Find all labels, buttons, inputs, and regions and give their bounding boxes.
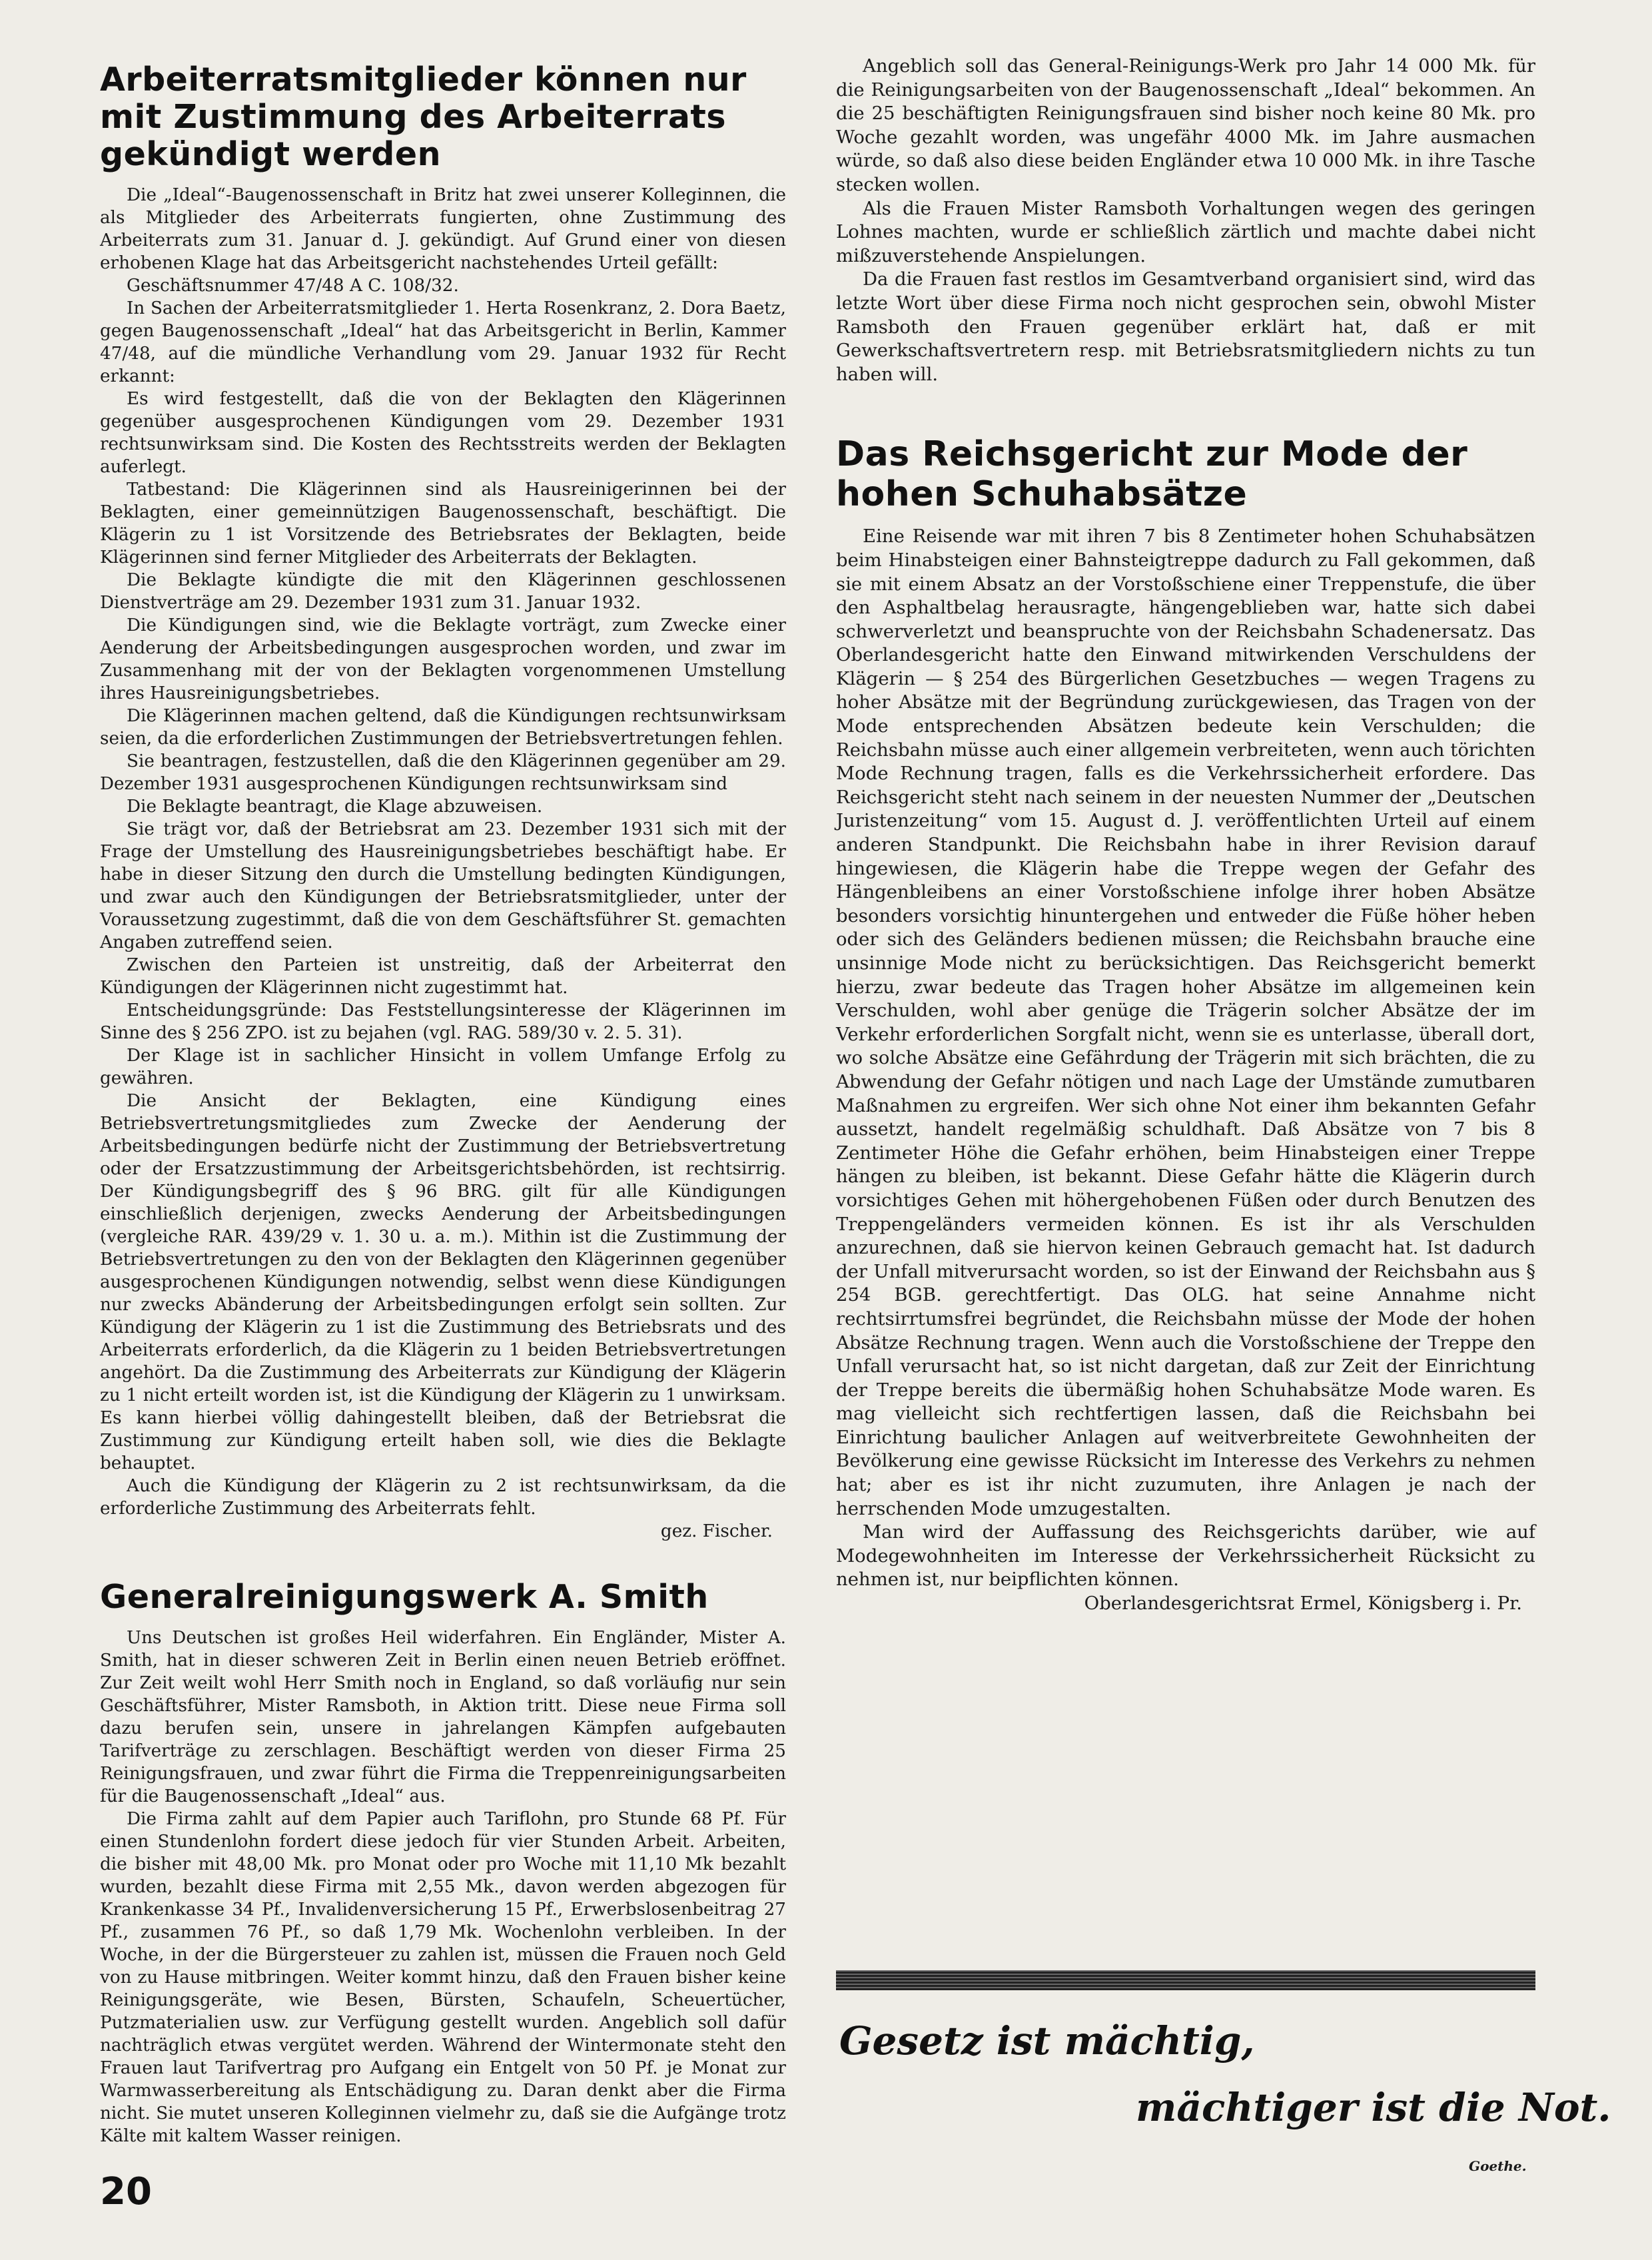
- article1-paragraph: Sie beantragen, festzustellen, daß die den Klägerinnen gegenüber am 29. Dezember 1931 ausgesprochenen Kündigungen rechtsunwirksam sind: [100, 751, 786, 794]
- separator-rule: [836, 1970, 1535, 1990]
- left-column: [100, 55, 786, 2147]
- article2-paragraph: Uns Deutschen ist großes Heil widerfahren. Ein Engländer, Mister A. Smith, hat in dieser schweren Zeit in Berlin einen neuen Betrieb eröffnet. Zur Zeit weilt wohl Herr Smith noch in England, so daß vorläufig nur sein Geschäftsführer, Mister Ramsboth, in Aktion tritt. Diese neue Firma soll dazu berufen sein, unsere in jahrelangen Kämpfen aufgebauten Tarifverträge zu zerschlagen. Beschäftigt werden von dieser Firma 25 Reinigungsfrauen, und zwar führt die Firma die Treppenreinigungsarbeiten für die Baugenossenschaft „Ideal“ aus.: [100, 1628, 786, 1806]
- article1-paragraph: Die Klägerinnen machen geltend, daß die Kündigungen rechtsunwirksam seien, da die erforderlichen Zustimmungen der Betriebsvertretungen fehlen.: [100, 706, 786, 749]
- quote-line-1: Gesetz ist mächtig,: [839, 2018, 1255, 2064]
- article1-body: [100, 184, 786, 1543]
- article1-paragraph: Entscheidungsgründe: Das Feststellungsinteresse der Klägerinnen im Sinne des § 256 ZPO. ist zu bejahen (vgl. RAG. 589/30 v. 2. 5. 31).: [100, 1000, 786, 1043]
- right-column: [836, 55, 1535, 1616]
- article1-paragraph: Sie trägt vor, daß der Betriebsrat am 23. Dezember 1931 sich mit der Frage der Umstellung des Hausreinigungsbetriebes beschäftigt habe. Er habe in dieser Sitzung den durch die Umstellung bedingten Kündigungen, und zwar auch den Kündigungen der Betriebsratsmitglieder, unter der Voraussetzung zugestimmt, daß die von dem Geschäftsführer St. gemachten Angaben zutreffend seien.: [100, 819, 786, 952]
- article1-paragraph: Die Beklagte kündigte die mit den Klägerinnen geschlossenen Dienstverträge am 29. Dezember 1931 zum 31. Januar 1932.: [100, 570, 786, 613]
- article2-paragraph: Angeblich soll das General-Reinigungs-Werk pro Jahr 14 000 Mk. für die Reinigungsarbeiten von der Baugenossenschaft „Ideal“ bekommen. An die 25 beschäftigten Reinigungsfrauen sind bisher noch keine 80 Mk. pro Woche gezahlt worden, was ungefähr 4000 Mk. im Jahre ausmachen würde, so daß also diese beiden Engländer etwa 10 000 Mk. in ihre Tasche stecken wollen.: [836, 55, 1535, 195]
- article1-paragraph: Der Klage ist in sachlicher Hinsicht in vollem Umfange Erfolg zu gewähren.: [100, 1046, 786, 1088]
- article2-paragraph: Die Firma zahlt auf dem Papier auch Tariflohn, pro Stunde 68 Pf. Für einen Stundenlohn fordert diese jedoch für vier Stunden Arbeit. Arbeiten, die bisher mit 48,00 Mk. pro Monat oder pro Woche mit 11,10 Mk bezahlt wurden, bezahlt diese Firma mit 2,55 Mk., davon werden abgezogen für Krankenkasse 34 Pf., Invalidenversicherung 15 Pf., Erwerbslosenbeitrag 27 Pf., zusammen 76 Pf., so daß 1,79 Mk. Wochenlohn verbleiben. In der Woche, in der die Bürgersteuer zu zahlen ist, müssen die Frauen noch Geld von zu Hause mitbringen. Weiter kommt hinzu, daß den Frauen bisher keine Reinigungsgeräte, wie Besen, Bürsten, Schaufeln, Scheuertücher, Putzmaterialien usw. zur Verfügung gestellt wurden. Angeblich soll dafür nachträglich etwas vergütet werden. Während der Wintermonate steht den Frauen laut Tarifvertrag pro Aufgang ein Entgelt von 50 Pf. je Monat zur Warmwasserbereitung als Entschädigung zu. Daran denkt aber die Firma nicht. Sie mutet unseren Kolleginnen vielmehr zu, daß sie die Aufgänge trotz Kälte mit kaltem Wasser reinigen.: [100, 1809, 786, 2146]
- article1-paragraph: Auch die Kündigung der Klägerin zu 2 ist rechtsunwirksam, da die erforderliche Zustimmung des Arbeiterrats fehlt.: [100, 1476, 786, 1519]
- article1-paragraph: Zwischen den Parteien ist unstreitig, daß der Arbeiterrat den Kündigungen der Klägerinnen nicht zugestimmt hat.: [100, 955, 786, 998]
- article2-paragraph: Als die Frauen Mister Ramsboth Vorhaltungen wegen des geringen Lohnes machten, wurde er schließlich zärtlich und machte dabei nicht mißzuverstehende Anspielungen.: [836, 197, 1535, 266]
- article2-title: Generalreinigungswerk A. Smith: [100, 1578, 709, 1616]
- article1-signature: gez. Fischer.: [660, 1521, 773, 1541]
- article1-paragraph: Geschäftsnummer 47/48 A C. 108/32.: [127, 276, 459, 296]
- article3-paragraph: Eine Reisende war mit ihren 7 bis 8 Zentimeter hohen Schuhabsätzen beim Hinabsteigen einer Bahnsteigtreppe dadurch zu Fall gekommen, daß sie mit einem Absatz an der Vorstoßschiene einer Treppenstufe, die über den Asphaltbelag herausragte, hängengeblieben war, hatte sich dabei schwerverletzt und beanspruchte von der Reichsbahn Schadenersatz. Das Oberlandesgericht hatte den Einwand mitwirkenden Verschuldens der Klägerin — § 254 des Bürgerlichen Gesetzbuches — wegen Tragens zu hoher Absätze mit der Begründung zurückgewiesen, das Tragen von der Mode entsprechenden Absätzen bedeute kein Verschulden; die Reichsbahn müsse auch einer allgemein verbreiteten, wenn auch törichten Mode Rechnung tragen, falls es die Verkehrssicherheit erfordere. Das Reichsgericht steht nach seinem in der neuesten Nummer der „Deutschen Juristenzeitung“ vom 15. August d. J. veröffentlichten Urteil auf einem anderen Standpunkt. Die Reichsbahn habe in ihrer Revision darauf hingewiesen, die Klägerin habe die Treppe wegen der Gefahr des Hängenbleibens an einer Vorstoßschiene infolge ihrer hoben Absätze besonders vorsichtig hinuntergehen und entweder die Füße höher heben oder sich des Geländers bedienen müssen; die Reichsbahn brauche eine unsinnige Mode nicht zu berücksichtigen. Das Reichsgericht bemerkt hierzu, zwar bedeute das Tragen hoher Absätze im allgemeinen kein Verschulden, wohl aber genüge die Trägerin solcher Absätze der im Verkehr erforderlichen Sorgfalt nicht, wenn sie es unterlasse, überall dort, wo solche Absätze eine Gefährdung der Trägerin mit sich brächten, die zu Abwendung der Gefahr nötigen und nach Lage der Umstände zumutbaren Maßnahmen zu ergreifen. Wer sich ohne Not einer ihm bekannten Gefahr aussetzt, handelt regelmäßig schuldhaft. Daß Absätze von 7 bis 8 Zentimeter Höhe die Gefahr erhöhen, beim Hinabsteigen einer Treppe hängen zu bleiben, ist bekannt. Diese Gefahr hätte die Klägerin durch vorsichtiges Gehen mit höhergehobenen Füßen oder durch Benutzen des Treppengeländers vermeiden können. Es ist ihr als Verschulden anzurechnen, daß sie hiervon keinen Gebrauch gemacht hat. Ist dadurch der Unfall mitverursacht worden, so ist der Einwand der Reichsbahn aus § 254 BGB. gerechtfertigt. Das OLG. hat seine Annahme nicht rechtsirrtumsfrei begründet, die Reichsbahn müsse der Mode der hohen Absätze Rechnung tragen. Wenn auch die Vorstoßschiene der Treppe den Unfall verursacht hat, so ist nicht dargetan, daß zur Zeit der Einrichtung der Treppe bereits die übermäßig hohen Schuhabsätze Mode waren. Es mag vielleicht sich rechtfertigen lassen, daß die Reichsbahn bei Einrichtung baulicher Anlagen auf weitverbreitete Gewohnheiten der Bevölkerung eine gewisse Rücksicht im Interesse des Verkehrs zu nehmen hat; aber es ist ihr nicht zuzumuten, ihre Anlagen je nach der herrschenden Mode umzugestalten.: [836, 526, 1535, 1519]
- article1-paragraph: In Sachen der Arbeiterratsmitglieder 1. Herta Rosenkranz, 2. Dora Baetz, gegen Baugenossenschaft „Ideal“ hat das Arbeitsgericht in Berlin, Kammer 47/48, auf die mündliche Verhandlung vom 29. Januar 1932 für Recht erkannt:: [100, 298, 786, 386]
- article3-title: Das Reichsgericht zur Mode der hohen Schuhabsätze: [836, 434, 1468, 515]
- article3-signature: Oberlandesgerichtsrat Ermel, Königsberg i. Pr.: [1084, 1593, 1522, 1615]
- article3-paragraph: Man wird der Auffassung des Reichsgerichts darüber, wie auf Modegewohnheiten im Interesse der Verkehrssicherheit Rücksicht zu nehmen ist, nur beipflichten können.: [836, 1521, 1535, 1591]
- quote-author: Goethe.: [1469, 2158, 1527, 2174]
- page-number: 20: [100, 2170, 152, 2213]
- article1-paragraph: Tatbestand: Die Klägerinnen sind als Hausreinigerinnen bei der Beklagten, einer gemeinnützigen Baugenossenschaft, beschäftigt. Die Klägerin zu 1 ist Vorsitzende des Betriebsrates der Beklagten, beide Klägerinnen sind ferner Mitglieder des Arbeiterrats der Beklagten.: [100, 480, 786, 567]
- article1-paragraph: Die Kündigungen sind, wie die Beklagte vorträgt, zum Zwecke einer Aenderung der Arbeitsbedingungen ausgesprochen worden, und zwar im Zusammenhang mit der von der Beklagten vorgenommenen Umstellung ihres Hausreinigungsbetriebes.: [100, 615, 786, 703]
- article2-body: [100, 1627, 786, 2147]
- article2-paragraph: Da die Frauen fast restlos im Gesamtverband organisiert sind, wird das letzte Wort über diese Firma noch nicht gesprochen sein, obwohl Mister Ramsboth den Frauen gegenüber erklärt hat, daß er mit Gewerkschaftsvertretern resp. mit Betriebsratsmitgliedern nichts zu tun haben will.: [836, 268, 1535, 385]
- article1-paragraph: Es wird festgestellt, daß die von der Beklagten den Klägerinnen gegenüber ausgesprochenen Kündigungen vom 29. Dezember 1931 rechtsunwirksam sind. Die Kosten des Rechtsstreits werden der Beklagten auferlegt.: [100, 389, 786, 477]
- article1-paragraph: Die Ansicht der Beklagten, eine Kündigung eines Betriebsvertretungsmitgliedes zum Zwecke der Aenderung der Arbeitsbedingungen bedürfe nicht der Zustimmung der Betriebsvertretung oder der Ersatzzustimmung der Arbeitsgerichtsbehörden, ist rechtsirrig. Der Kündigungsbegriff des § 96 BRG. gilt für alle Kündigungen einschließlich derjenigen, zwecks Aenderung der Arbeitsbedingungen (vergleiche RAR. 439/29 v. 1. 30 u. a. m.). Mithin ist die Zustimmung der Betriebsvertretungen zu den von der Beklagten den Klägerinnen gegenüber ausgesprochenen Kündigungen notwendig, selbst wenn diese Kündigungen nur zwecks Abänderung der Arbeitsbedingungen erfolgt sein sollten. Zur Kündigung der Klägerin zu 1 ist die Zustimmung des Betriebsrats und des Arbeiterrats erforderlich, da die Klägerin zu 1 beiden Betriebsvertretungen angehört. Da die Zustimmung des Arbeiterrats zur Kündigung der Klägerin zu 1 nicht erteilt worden ist, ist die Kündigung der Klägerin zu 1 unwirksam. Es kann hierbei völlig dahingestellt bleiben, daß der Betriebsrat die Zustimmung zur Kündigung erteilt haben soll, wie dies die Beklagte behauptet.: [100, 1091, 786, 1473]
- article1-paragraph: Die „Ideal“-Baugenossenschaft in Britz hat zwei unserer Kolleginnen, die als Mitglieder des Arbeiterrats fungierten, ohne Zustimmung des Arbeiterrats zum 31. Januar d. J. gekündigt. Auf Grund einer von diesen erhobenen Klage hat das Arbeitsgericht nachstehendes Urteil gefällt:: [100, 185, 786, 273]
- article1-title: Arbeiterratsmitglieder können nur mit Zustimmung des Arbeiterrats gekündigt werden: [100, 61, 747, 173]
- article3-body: [836, 525, 1535, 1615]
- article2-continued: [836, 55, 1535, 386]
- quote-line-2: mächtiger ist die Not.: [1136, 2085, 1611, 2130]
- article1-paragraph: Die Beklagte beantragt, die Klage abzuweisen.: [127, 797, 543, 817]
